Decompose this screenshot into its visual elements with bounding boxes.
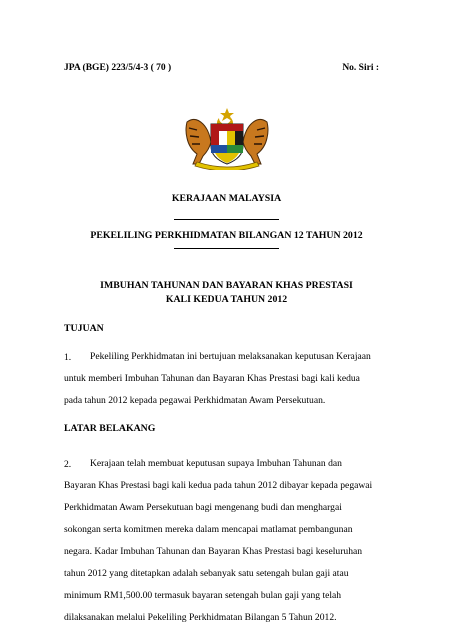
paragraph-2-line: sokongan serta komitmen mereka dalam mencapai matlamat pembangunan [64,524,353,535]
paragraph-2 [64,453,389,629]
paragraph-2-line: tahun 2012 yang ditetapkan adalah sebanyak satu setengah bulan gaji atau [64,568,349,579]
paragraph-1-number: 1. [64,352,72,363]
paragraph-2-line: Perkhidmatan Awam Persekutuan bagi mengenang budi dan menghargai [64,502,342,513]
serial-number-label: No. Siri : [342,63,379,73]
paragraph-2-line: Kerajaan telah membuat keputusan supaya Imbuhan Tahunan dan [90,458,342,469]
paragraph-2-line: dilaksanakan melalui Pekeliling Perkhidmatan Bilangan 5 Tahun 2012. [64,612,337,623]
subject-line-2: KALI KEDUA TAHUN 2012 [165,294,288,305]
paragraph-2-number: 2. [64,459,72,470]
subject-line-1: IMBUHAN TAHUNAN DAN BAYARAN KHAS PRESTASI [100,280,353,291]
malaysia-coat-of-arms-icon [175,108,279,170]
paragraph-1-line: pada tahun 2012 kepada pegawai Perkhidmatan Awam Persekutuan. [64,395,326,406]
title-divider-top [174,219,279,220]
paragraph-2-line: minimum RM1,500.00 termasuk bayaran setengah bulan gaji yang telah [64,590,342,601]
paragraph-1-line: untuk memberi Imbuhan Tahunan dan Bayaran Khas Prestasi bagi kali kedua [64,373,360,384]
background-heading: LATAR BELAKANG [64,423,156,434]
government-title: KERAJAAN MALAYSIA [171,193,282,204]
title-divider-bottom [174,248,279,249]
paragraph-1-line: Pekeliling Perkhidmatan ini bertujuan melaksanakan keputusan Kerajaan [90,351,371,362]
purpose-heading: TUJUAN [64,323,104,334]
circular-title: PEKELILING PERKHIDMATAN BILANGAN 12 TAHUN 2012 [90,230,363,241]
reference-number: JPA (BGE) 223/5/4-3 ( 70 ) [64,63,172,73]
paragraph-1 [64,346,389,412]
paragraph-2-line: Bayaran Khas Prestasi bagi kali kedua pada tahun 2012 dibayar kepada pegawai [64,480,373,491]
paragraph-2-line: negara. Kadar Imbuhan Tahunan dan Bayaran Khas Prestasi bagi keseluruhan [64,546,363,557]
